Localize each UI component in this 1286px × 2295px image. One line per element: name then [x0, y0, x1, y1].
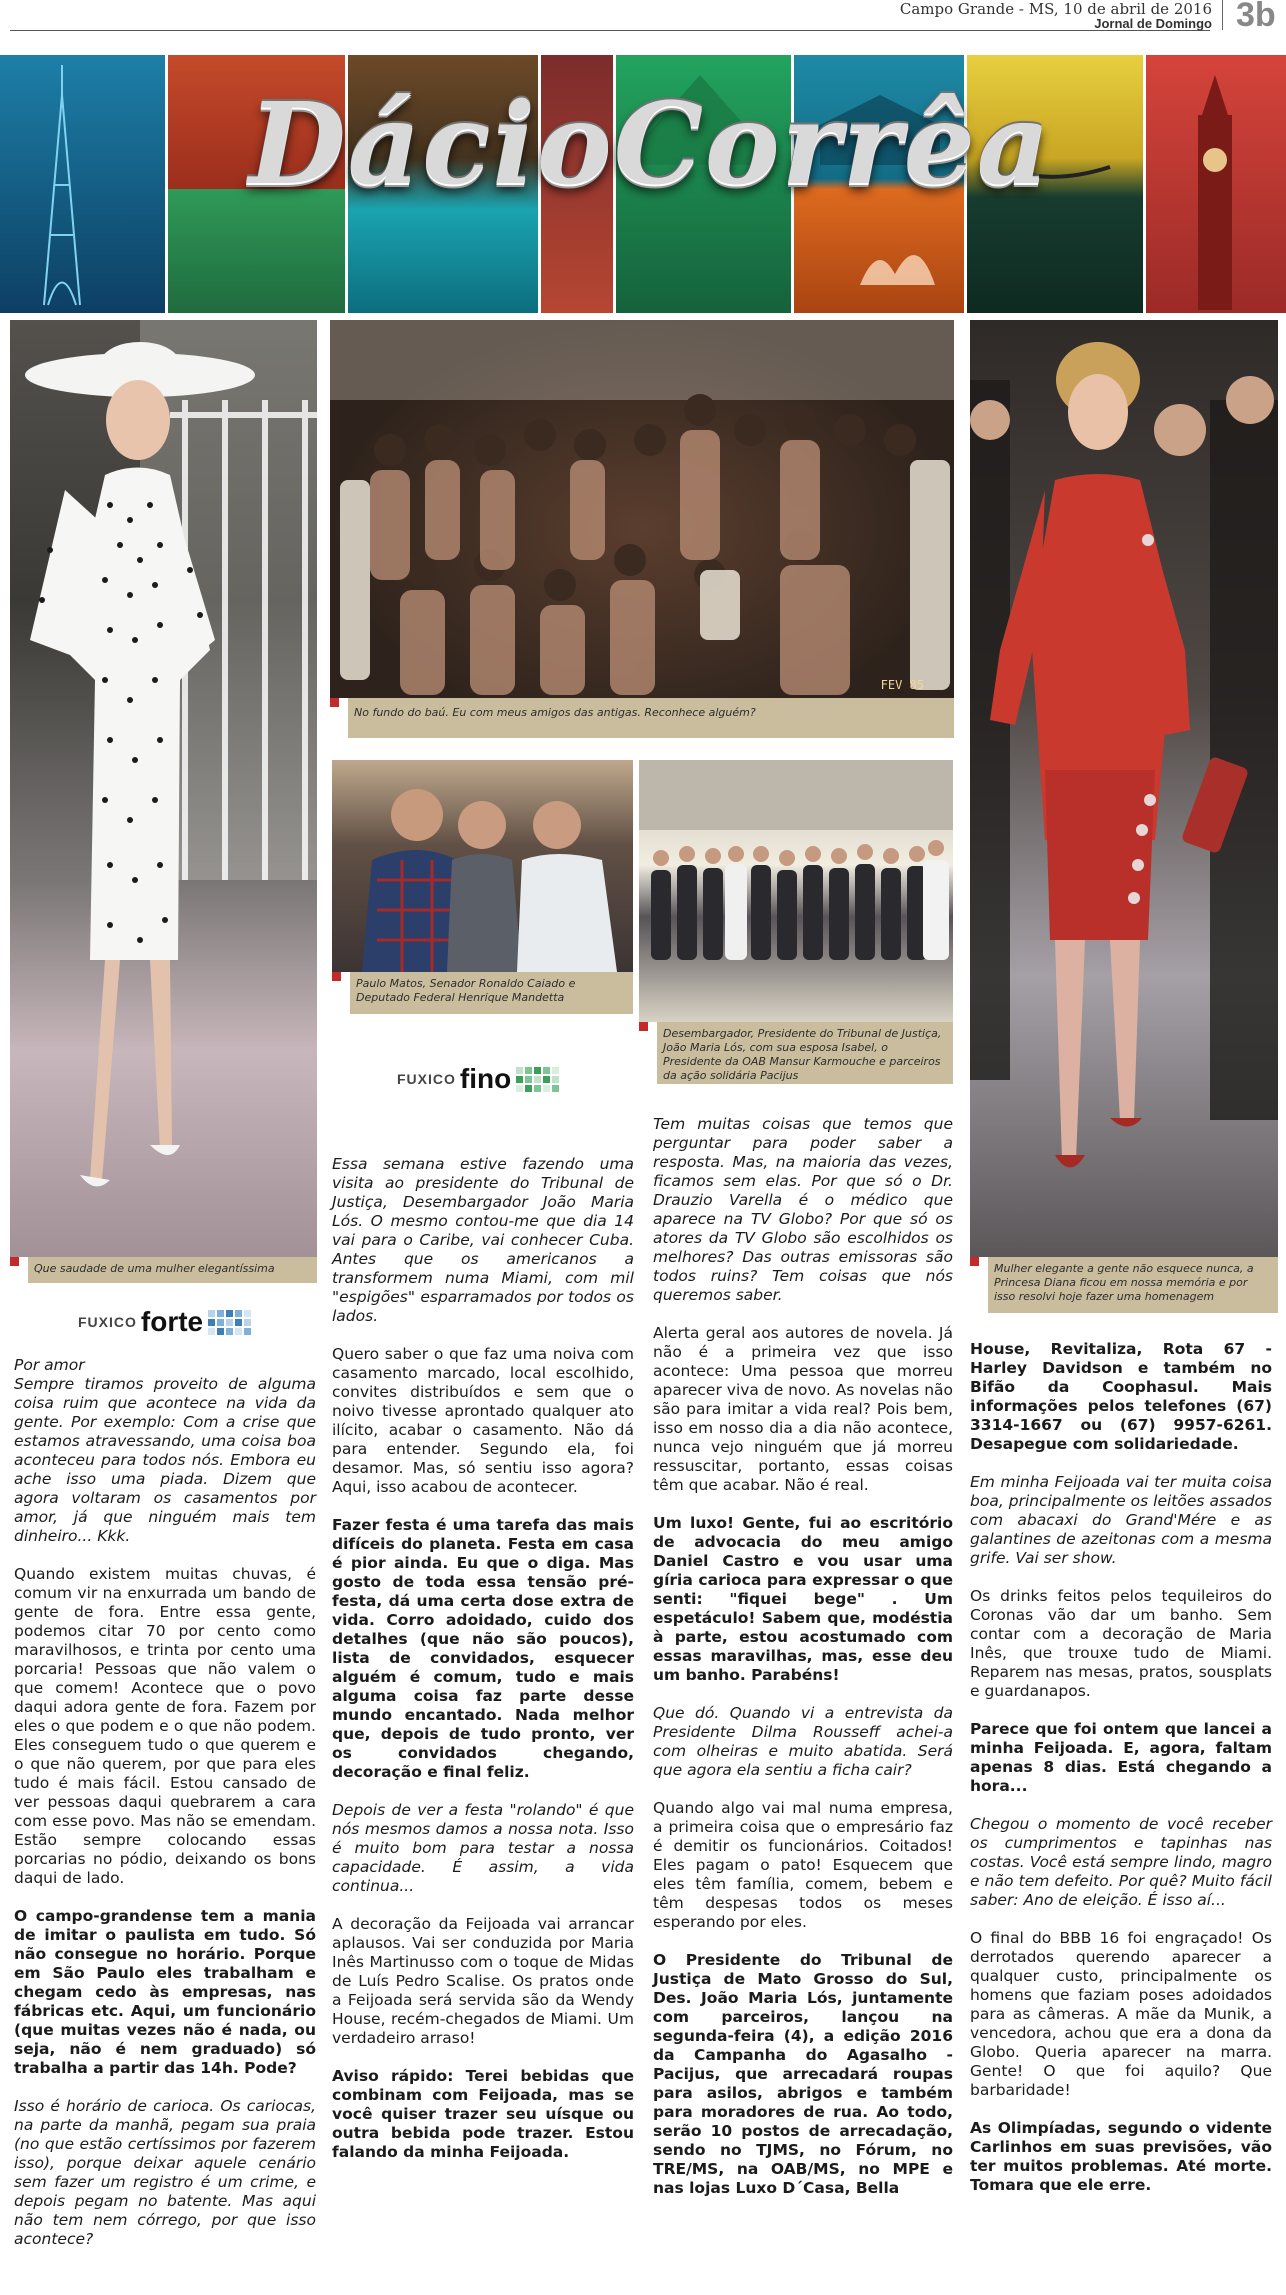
- caption-diana-right: [970, 1257, 1278, 1313]
- article-paragraph: Chegou o momento de você receber os cumprimentos e tapinhas nas costas. Você está sempre lindo, magro e não tem defeito. Por quê? Muito fácil saber: Ano de eleição. É isso aí...: [970, 1815, 1272, 1909]
- caption-marker: [10, 1257, 19, 1266]
- caption-three-men: [332, 972, 633, 1014]
- article-paragraph: O final do BBB 16 foi engraçado! Os derrotados querendo aparecer a qualquer custo, principalmente os homens que faziam poses adoidados para as câmeras. A mãe da Munik, a vencedora, achou que era a dona da Globo. Queria aparecer na marra. Gente! O que foi aquilo? Que barbaridade!: [970, 1929, 1272, 2099]
- edition-date: Campo Grande - MS, 10 de abril de 2016: [899, 0, 1212, 18]
- article-paragraph: O Presidente do Tribunal de Justiça de Mato Grosso do Sul, Des. João Maria Lós, juntamente com parceiros, lançou na segunda-feira (4), a edição 2016 da Campanha do Agasalho - Pacijus, que arrecadará roupas para asilos, abrigos e também para moradores de rua. Ao todo, serão 10 postos de arrecadação, sendo no TJMS, no Fórum, no TRE/MS, na OAB/MS, no MPE e nas lojas Luxo D´Casa, Bella: [653, 1951, 953, 2197]
- photo-date-stamp: FEV 85: [880, 678, 924, 692]
- article-paragraph: Que dó. Quando vi a entrevista da Presidente Dilma Rousseff achei-a com olheiras e muito abatida. Será que agora ela sentiu a ficha cair?: [653, 1704, 953, 1779]
- caption-text: Desembargador, Presidente do Tribunal de Justiça, João Maria Lós, com sua esposa Isabel, o Presidente da OAB Mansur Karmouche e parceiros da ação solidária Pacijus: [663, 1027, 942, 1082]
- caption-text: No fundo do baú. Eu com meus amigos das antigas. Reconhece alguém?: [354, 706, 756, 719]
- caption-marker: [639, 1022, 648, 1031]
- fuxico-fino-logo: [397, 1063, 559, 1095]
- masthead-banner: [0, 55, 1286, 313]
- page-number: 3b: [1236, 0, 1276, 34]
- fuxico-fino-word: fino: [459, 1063, 512, 1094]
- article-paragraph: O campo-grandense tem a mania de imitar o paulista em tudo. Só não consegue no horário. Porque em São Paulo eles trabalham e chegam cedo às empresas, nas fábricas etc. Aqui, um funcionário (que muitas vezes não é nada, ou seja, não é nem graduado) só trabalha a partir das 14h. Pode?: [14, 1907, 316, 2077]
- text-column-2: [332, 1155, 634, 2181]
- princess-diana-red-dress-photo-icon: [970, 320, 1278, 1257]
- group-event-photo-icon: [639, 760, 953, 1022]
- article-paragraph: Por amor: [14, 1356, 85, 1374]
- text-column-1: [14, 1356, 316, 2268]
- article-paragraph: Aviso rápido: Terei bebidas que combinam com Feijoada, mas se você quiser trazer seu uísque ou outra bebida pode trazer. Estou falando da minha Feijoada.: [332, 2067, 634, 2161]
- green-squares-icon: [516, 1067, 559, 1092]
- fuxico-forte-logo: [78, 1306, 251, 1338]
- text-column-4: [970, 1340, 1272, 2214]
- photo-three-men: [332, 760, 633, 972]
- caption-text: Mulher elegante a gente não esquece nunca, a Princesa Diana ficou em nossa memória e por isso resolvi hoje fazer uma homenagem: [994, 1262, 1254, 1303]
- caption-marker: [970, 1257, 979, 1266]
- article-paragraph: As Olimpíadas, segundo o vidente Carlinhos em suas previsões, vão ter muitos problemas. Até morte. Tomara que ele erre.: [970, 2119, 1272, 2194]
- header-rule: [10, 30, 1210, 31]
- caption-marker: [332, 972, 341, 981]
- vintage-party-group-photo-icon: [330, 320, 954, 698]
- caption-party: [330, 698, 954, 738]
- fuxico-forte-prefix: FUXICO: [78, 1314, 137, 1330]
- photo-diana-right: [970, 320, 1278, 1257]
- article-paragraph: House, Revitaliza, Rota 67 - Harley Davidson e também no Bifão da Coophasul. Mais informações pelos telefones (67) 3314-1667 ou (67) 9957-6261. Desapegue com solidariedade.: [970, 1340, 1272, 1453]
- blue-squares-icon: [208, 1310, 251, 1335]
- article-paragraph: Quando algo vai mal numa empresa, a primeira coisa que o empresário faz é demitir os funcionários. Coitados! Eles pagam o pato! Esquecem que eles têm família, comem, bebem e têm despesas todos os meses esperando por eles.: [653, 1799, 953, 1931]
- caption-text: Paulo Matos, Senador Ronaldo Caiado e Deputado Federal Henrique Mandetta: [356, 977, 576, 1004]
- caption-text: Que saudade de uma mulher elegantíssima: [34, 1262, 275, 1275]
- masthead-logo: [0, 55, 1286, 313]
- article-paragraph: Quero saber o que faz uma noiva com casamento marcado, local escolhido, convites distribuídos e sem que o noivo tivesse aprontado qualquer ato ilícito, acabar o casamento. Não dá para entender. Segundo ela, foi desamor. Mas, só sentiu isso agora? Aqui, isso acabou de acontecer.: [332, 1345, 634, 1496]
- fuxico-forte-word: forte: [140, 1306, 204, 1337]
- article-paragraph: Fazer festa é uma tarefa das mais difíceis do planeta. Festa em casa é pior ainda. Eu que o diga. Mas gosto de toda essa tensão pré-festa, dá uma certa dose extra de vida. Corro adoidado, cuido dos detalhes (que não são poucos), lista de convidados, esquecer alguém é comum, tudo e mais alguma coisa faz parte desse mundo encantado. Nada melhor que, depois de tudo pronto, ver os convidados chegando, decoração e final feliz.: [332, 1516, 634, 1781]
- photo-group-event: [639, 760, 953, 1022]
- article-paragraph: Sempre tiramos proveito de alguma coisa ruim que acontece na vida da gente. Por exemplo: Com a crise que estamos atravessando, uma coisa boa aconteceu para todos nós. Embora eu ache isso uma piada. Dizem que agora voltaram os casamentos por amor, já que ninguém mais tem dinheiro... Kkk.: [14, 1375, 316, 1545]
- caption-diana-left: [10, 1257, 317, 1283]
- page-header: [0, 0, 1286, 40]
- photo-diana-left: [10, 320, 317, 1257]
- article-paragraph: Alerta geral aos autores de novela. Já não é a primeira vez que isso acontece: Uma pessoa que morreu aparecer viva de novo. As novelas não são para imitar a vida real? Pois bem, isso em nosso dia a dia não acontece, nunca vejo ninguém que já morreu ressuscitar, portanto, essas coisas têm que acabar. Não é real.: [653, 1324, 953, 1494]
- three-men-photo-icon: [332, 760, 633, 972]
- text-column-3: [653, 1115, 953, 2217]
- article-paragraph: Em minha Feijoada vai ter muita coisa boa, principalmente os leitões assados com abacaxi do Grand'Mére e as galantines de azeitonas com a mesma grife. Vai ser show.: [970, 1473, 1272, 1567]
- fuxico-fino-prefix: FUXICO: [397, 1071, 456, 1087]
- article-paragraph: Parece que foi ontem que lancei a minha Feijoada. E, agora, faltam apenas 8 dias. Está chegando a hora...: [970, 1720, 1272, 1795]
- article-paragraph: Os drinks feitos pelos tequileiros do Coronas vão dar um banho. Sem contar com a decoração de Maria Inês, que trouxe tudo de Miami. Reparem nas mesas, pratos, sousplats e guardanapos.: [970, 1587, 1272, 1700]
- article-paragraph: A decoração da Feijoada vai arrancar aplausos. Vai ser conduzida por Maria Inês Martinusso com o toque de Midas de Luís Pedro Scalise. Os pratos onde a Feijoada será servida são da Wendy House, recém-chegados de Miami. Um verdadeiro arraso!: [332, 1915, 634, 2047]
- article-paragraph: Essa semana estive fazendo uma visita ao presidente do Tribunal de Justiça, Desembargador João Maria Lós. O mesmo contou-me que dia 14 vai para o Caribe, vai conhecer Cuba. Antes que os americanos a transformem numa Miami, com mil "espigões" esparramados por todos os lados.: [332, 1155, 634, 1325]
- caption-group-event: [639, 1022, 953, 1084]
- newspaper-name: Jornal de Domingo: [1094, 16, 1212, 31]
- masthead-logo-text: DácioCorrêa: [248, 79, 1052, 210]
- article-paragraph: Tem muitas coisas que temos que perguntar para poder saber a resposta. Mas, na maioria das vezes, ficamos sem elas. Por que só o Dr. Drauzio Varella é o médico que aparece na TV Globo? Por que só os atores da TV Globo são escolhidos os melhores? Das outras emissoras são todos ruins? Tem coisas que nós queremos saber.: [653, 1115, 953, 1304]
- article-paragraph: Um luxo! Gente, fui ao escritório de advocacia do meu amigo Daniel Castro e vou usar uma gíria carioca para expressar o que senti: "fiquei bege" . Um espetáculo! Sabem que, modéstia à parte, estou acostumado com essas maravilhas, mas, esse deu um banho. Parabéns!: [653, 1514, 953, 1684]
- caption-marker: [330, 698, 339, 707]
- header-separator: [1222, 0, 1223, 30]
- photo-party: [330, 320, 954, 698]
- article-paragraph: Depois de ver a festa "rolando" é que nós mesmos damos a nossa nota. Isso é muito bom para testar a nossa capacidade. É assim, a vida continua...: [332, 1801, 634, 1895]
- princess-diana-polka-dot-dress-photo-icon: [10, 320, 317, 1257]
- article-paragraph: Quando existem muitas chuvas, é comum vir na enxurrada um bando de gente de fora. Entre essa gente, podemos citar 70 por cento como maravilhosos, e trinta por cento uma porcaria! Pessoas que não valem o que comem! Acontece que o povo daqui adora gente de fora. Fazem por eles o que podem e o que não podem. Eles conseguem tudo o que querem e o que não querem, por que para eles tudo é mais fácil. Estou cansado de ver pessoas daqui quebrarem a cara com esse povo. Mas não se emendam. Estão sempre colocando essas porcarias no pódio, deixando os bons daqui de lado.: [14, 1565, 316, 1887]
- article-paragraph: Isso é horário de carioca. Os cariocas, na parte da manhã, pegam sua praia (no que estão certíssimos por fazerem isso), porque deixar aquele cenário sem fazer um registro é um crime, e depois pegam no batente. Mas aqui não tem nem córrego, por que isso acontece?: [14, 2097, 316, 2248]
